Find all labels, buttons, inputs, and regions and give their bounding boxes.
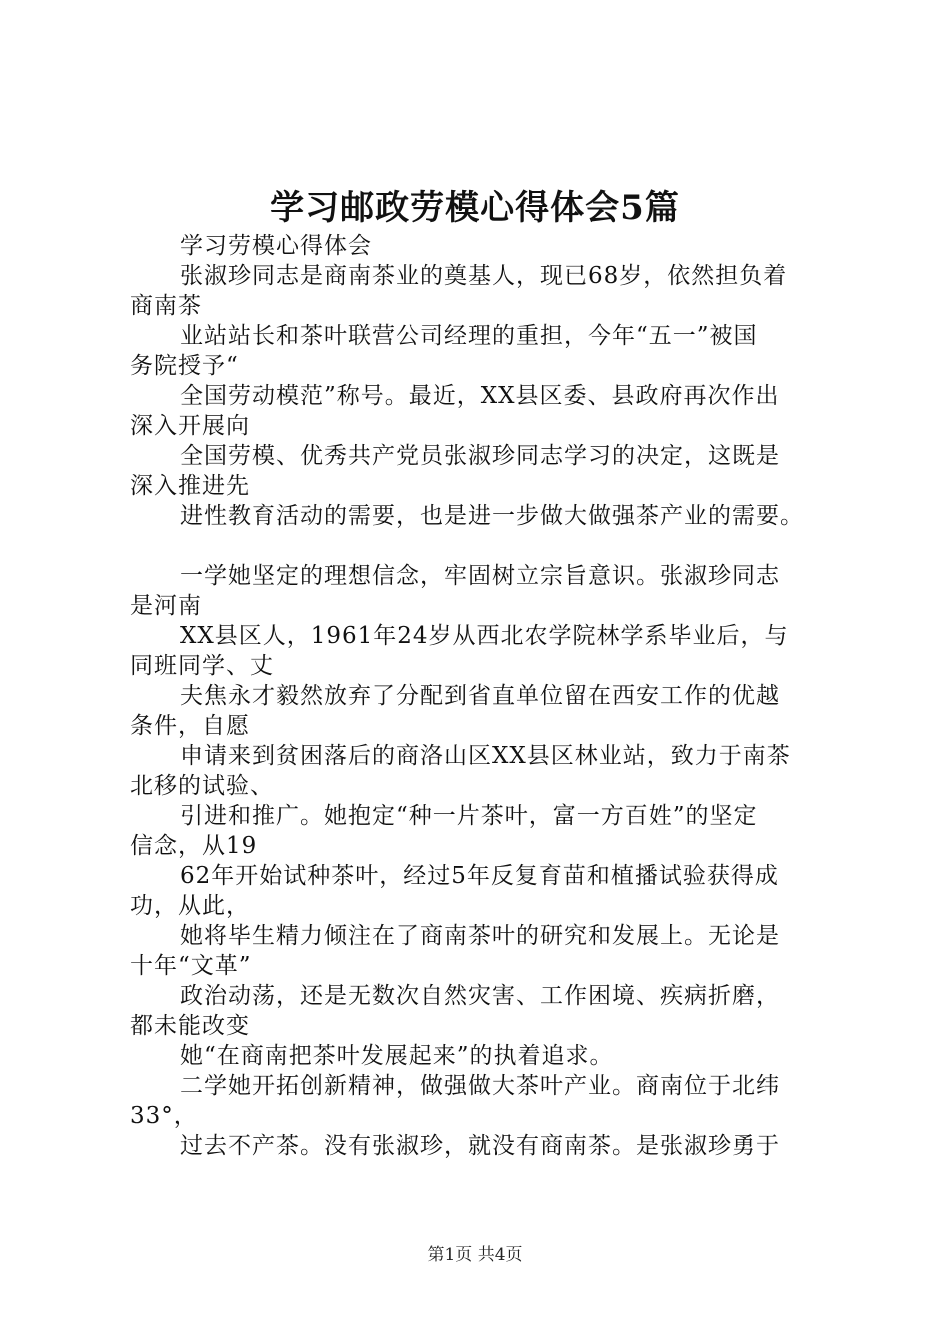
body-text-line: 进性教育活动的需要，也是进一步做大做强茶产业的需要。 xyxy=(180,503,804,529)
body-text-line: 全国劳动模范”称号。最近，XX县区委、县政府再次作出 xyxy=(180,383,780,409)
body-text-line: 商南茶 xyxy=(130,293,202,319)
body-text-line: 务院授予“ xyxy=(130,353,239,379)
body-text-line: 条件，自愿 xyxy=(130,713,250,739)
body-text-line: 深入推进先 xyxy=(130,473,250,499)
body-text-line: 二学她开拓创新精神，做强做大茶叶产业。商南位于北纬 xyxy=(180,1073,780,1099)
body-text-line: 十年“文革” xyxy=(130,953,252,979)
body-text-line: 62年开始试种茶叶，经过5年反复育苗和植播试验获得成 xyxy=(180,863,779,889)
body-text-line: 引进和推广。她抱定“种一片茶叶，富一方百姓”的坚定 xyxy=(180,803,758,829)
body-text-line: 深入开展向 xyxy=(130,413,250,439)
body-text-line: 张淑珍同志是商南茶业的奠基人，现已68岁，依然担负着 xyxy=(180,263,788,289)
body-text-line xyxy=(130,531,910,561)
body-text-line: 申请来到贫困落后的商洛山区XX县区林业站，致力于南茶 xyxy=(180,743,791,769)
body-text-line: 功，从此， xyxy=(130,893,250,919)
document-title: 学习邮政劳模心得体会5篇 xyxy=(270,188,680,228)
page-footer: 第1页 共4页 xyxy=(427,1245,523,1265)
body-text-line: 同班同学、丈 xyxy=(130,653,274,679)
body-text-line: 信念，从19 xyxy=(130,833,258,859)
body-text-line: 夫焦永才毅然放弃了分配到省直单位留在西安工作的优越 xyxy=(180,683,780,709)
body-text-line: 过去不产茶。没有张淑珍，就没有商南茶。是张淑珍勇于 xyxy=(180,1133,780,1159)
body-text-line: 都未能改变 xyxy=(130,1013,250,1039)
document-body xyxy=(130,231,910,1161)
body-text-line: 学习劳模心得体会 xyxy=(180,233,372,259)
body-text-line: 全国劳模、优秀共产党员张淑珍同志学习的决定，这既是 xyxy=(180,443,780,469)
body-text-line: 她将毕生精力倾注在了商南茶叶的研究和发展上。无论是 xyxy=(180,923,780,949)
body-text-line: XX县区人，1961年24岁从西北农学院林学系毕业后，与 xyxy=(180,623,789,649)
body-text-line: 一学她坚定的理想信念，牢固树立宗旨意识。张淑珍同志 xyxy=(180,563,780,589)
body-text-line: 政治动荡，还是无数次自然灾害、工作困境、疾病折磨， xyxy=(180,983,780,1009)
body-text-line: 是河南 xyxy=(130,593,202,619)
body-text-line: 她“在商南把茶叶发展起来”的执着追求。 xyxy=(180,1043,614,1069)
body-text-line: 33°， xyxy=(130,1103,198,1129)
body-text-line: 业站站长和茶叶联营公司经理的重担，今年“五一”被国 xyxy=(180,323,758,349)
body-text-line: 北移的试验、 xyxy=(130,773,274,799)
